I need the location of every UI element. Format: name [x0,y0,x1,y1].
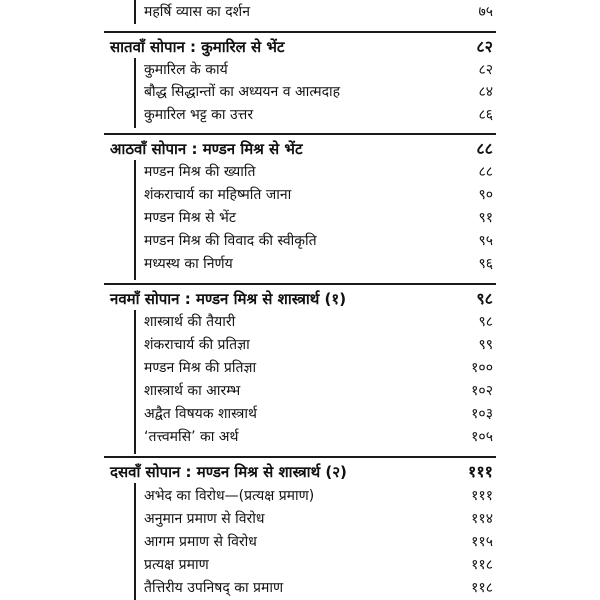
entry-page: ७५ [478,4,493,20]
entry-title: प्रत्यक्ष प्रमाण [144,557,209,573]
entry-page: ११४ [471,511,493,527]
entry-title: अभेद का विरोध—(प्रत्यक्ष प्रमाण) [144,488,315,504]
toc-entry [0,357,600,379]
entry-page: ११८ [471,580,493,596]
entry-page: ९९ [478,337,493,353]
toc-entry [0,531,600,553]
section-title: नवमाँ सोपान : मण्डन मिश्र से शास्त्रार्थ (१) [110,290,347,308]
section-heading [0,138,600,160]
toc-entry [0,184,600,206]
entry-title: शंकराचार्य की प्रतिज्ञा [144,337,250,353]
entry-title: अद्वैत विषयक शास्त्रार्थ [144,406,257,422]
toc-entry [0,426,600,448]
section-page: ८८ [476,139,493,158]
entry-page: ८२ [478,62,493,78]
entry-title: शास्त्रार्थ की तैयारी [144,314,236,330]
entry-page: ८४ [478,84,493,100]
toc-entry [0,253,600,275]
entry-page: १०५ [471,429,493,445]
entry-page: ११५ [471,534,493,550]
entry-title: अनुमान प्रमाण से विरोध [144,511,265,527]
section-title: आठवाँ सोपान : मण्डन मिश्र से भेंट [110,140,303,158]
toc-entry [0,311,600,333]
entry-page: ११८ [471,557,493,573]
section-heading [0,461,600,483]
toc-entry [0,577,600,599]
toc-entry [0,334,600,356]
entry-page: ९० [478,187,493,203]
entry-page: १०० [471,360,493,376]
toc-entry [0,59,600,81]
section-divider [104,456,496,458]
toc-entry [0,1,600,23]
entry-title: मध्यस्थ का निर्णय [144,256,233,272]
section-page: ९८ [476,289,493,308]
entry-title: शास्त्रार्थ का आरम्भ [144,383,241,399]
entry-title: महर्षि व्यास का दर्शन [144,4,250,20]
toc-entry [0,403,600,425]
entry-title: कुमारिल भट्ट का उत्तर [144,107,254,123]
toc-entry [0,161,600,183]
section-heading [0,288,600,310]
entry-page: ९१ [478,210,493,226]
section-divider [104,283,496,285]
toc-entry [0,81,600,103]
entry-page: १११ [471,488,493,504]
entry-title: तैत्तिरीय उपनिषद् का प्रमाण [144,580,284,596]
section-divider [104,133,496,135]
entry-page: ९६ [478,256,493,272]
section-heading [0,36,600,58]
section-divider [104,31,496,33]
entry-title: मण्डन मिश्र की ख्याति [144,164,256,180]
entry-title: मण्डन मिश्र से भेंट [144,210,236,226]
entry-page: ८८ [478,164,493,180]
toc-entry [0,230,600,252]
entry-title: आगम प्रमाण से विरोध [144,534,257,550]
toc-entry [0,485,600,507]
entry-title: बौद्ध सिद्धान्तों का अध्ययन व आत्मदाह [144,84,341,100]
entry-page: ८६ [478,107,493,123]
toc-entry [0,207,600,229]
toc-entry [0,104,600,126]
toc-entry [0,508,600,530]
entry-title: मण्डन मिश्र की प्रतिज्ञा [144,360,257,376]
toc-entry [0,380,600,402]
entry-page: ९५ [478,233,493,249]
section-page: ८२ [476,37,493,56]
entry-title: शंकराचार्य का महिष्मति जाना [144,187,292,203]
entry-title: ‘तत्त्वमसि’ का अर्थ [144,429,239,445]
section-title: सातवाँ सोपान : कुमारिल से भेंट [110,38,285,56]
entry-title: कुमारिल के कार्य [144,62,228,78]
section-title: दसवाँ सोपान : मण्डन मिश्र से शास्त्रार्थ (२) [110,463,347,481]
entry-page: १०२ [471,383,493,399]
entry-title: मण्डन मिश्र की विवाद की स्वीकृति [144,233,317,249]
section-page: १११ [468,462,493,481]
toc-entry [0,554,600,576]
entry-page: १०३ [471,406,493,422]
entry-page: ९८ [478,314,493,330]
